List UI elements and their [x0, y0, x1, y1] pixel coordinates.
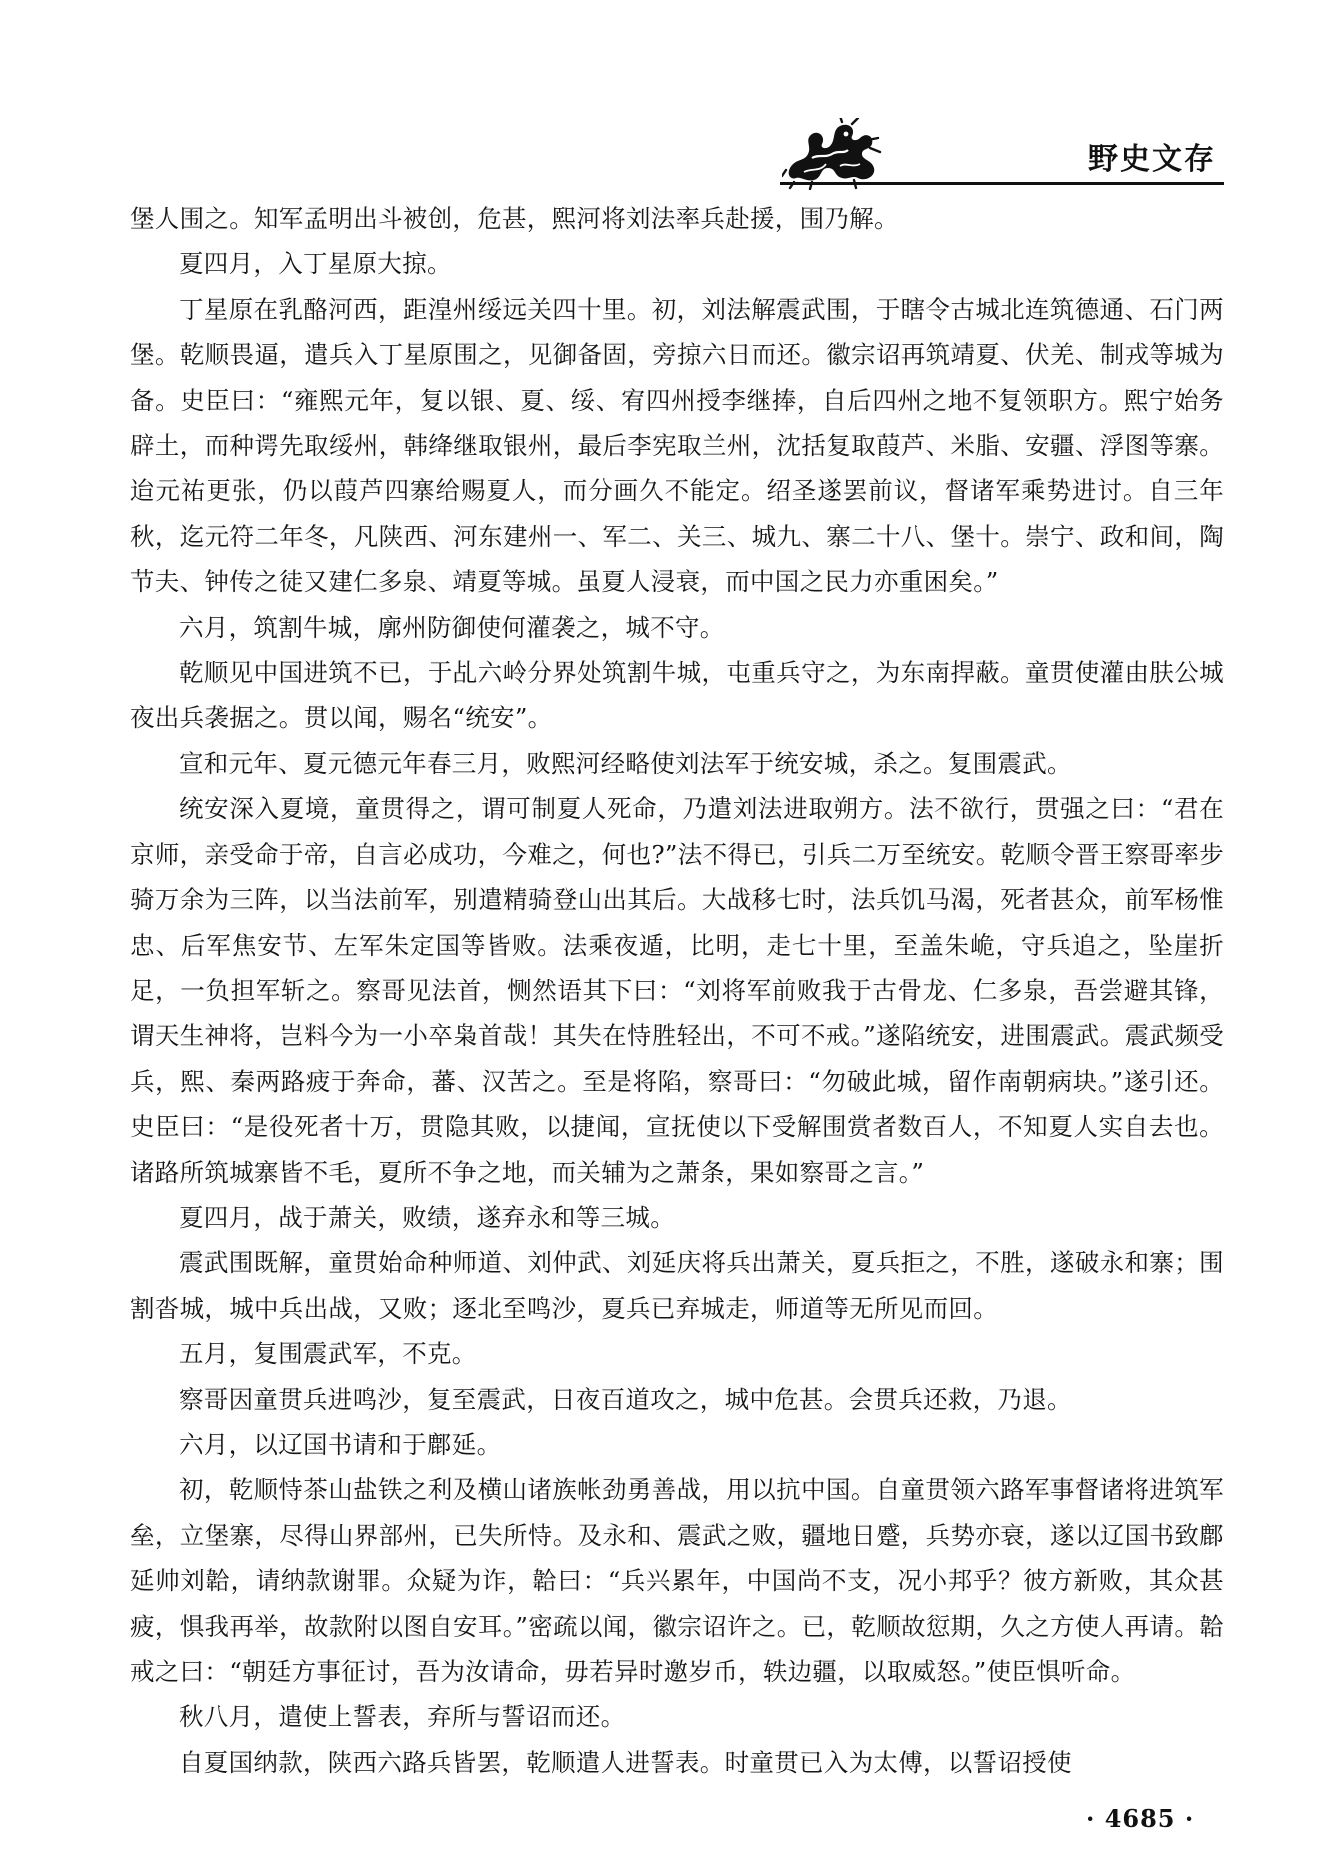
paragraph: 夏四月，入丁星原大掠。	[179, 249, 452, 279]
paragraph: 震武围既解，童贯始命种师道、刘仲武、刘延庆将兵出萧关，夏兵拒之，不胜，遂破永和寨；围割沓城，城中兵出战，又败；逐北至鸣沙，夏兵已弃城走，师道等无所见而回。	[130, 1248, 1224, 1323]
page-number: · 4685 ·	[1086, 1804, 1195, 1833]
paragraph: 统安深入夏境，童贯得之，谓可制夏人死命，乃遣刘法进取朔方。法不欲行，贯强之曰：“君在京师，亲受命于帝，自言必成功，今难之，何也?”法不得已，引兵二万至统安。乾顺令晋王察哥率步骑万余为三阵，以当法前军，别遣精骑登山出其后。大战移七时，法兵饥马渴，死者甚众，前军杨惟忠、后军焦安节、左军朱定国等皆败。法乘夜遁，比明，走七十里，至盖朱峗，守兵追之，坠崖折足，一负担军斩之。察哥见法首，恻然语其下曰：“刘将军前败我于古骨龙、仁多泉，吾尝避其锋，谓天生神将，岂料今为一小卒枭首哉！其失在恃胜轻出，不可不戒。”遂陷统安，进围震武。震武频受兵，熙、秦两路疲于奔命，蕃、汉苦之。至是将陷，察哥曰：“勿破此城，留作南朝病块。”遂引还。史臣曰：“是役死者十万，贯隐其败，以捷闻，宣抚使以下受解围赏者数百人，不知夏人实自去也。诸路所筑城寨皆不毛，夏所不争之地，而关辅为之萧条，果如察哥之言。”	[130, 794, 1224, 1187]
paragraph: 六月，以辽国书请和于鄜延。	[179, 1429, 502, 1459]
paragraph: 自夏国纳款，陕西六路兵皆罢，乾顺遣人进誓表。时童贯已入为太傅，以誓诏授使	[179, 1747, 1072, 1777]
paragraph: 秋八月，遣使上誓表，弃所与誓诏而还。	[179, 1702, 626, 1732]
paragraph: 五月，复围震武军，不克。	[179, 1339, 477, 1369]
page-header	[0, 0, 1322, 190]
paragraph: 初，乾顺恃茶山盐铁之利及横山诸族帐劲勇善战，用以抗中国。自童贯领六路军事督诸将进筑军垒，立堡寨，尽得山界部州，已失所恃。及永和、震武之败，疆地日蹙，兵势亦衰，遂以辽国书致鄜延帅刘韐，请纳款谢罪。众疑为诈，韐曰：“兵兴累年，中国尚不支，况小邦乎？彼方新败，其众甚疲，惧我再举，故款附以图自安耳。”密疏以闻，徽宗诏许之。已，乾顺故愆期，久之方使人再请。韐戒之曰：“朝廷方事征讨，吾为汝请命，毋若异时邀岁币，轶边疆，以取威怒。”使臣惧听命。	[130, 1475, 1224, 1686]
paragraph: 乾顺见中国进筑不已，于乩六岭分界处筑割牛城，屯重兵守之，为东南捍蔽。童贯使灌由肤公城夜出兵袭据之。贯以闻，赐名“统安”。	[130, 658, 1224, 733]
paragraph: 丁星原在乳酪河西，距湟州绥远关四十里。初，刘法解震武围，于瞎令古城北连筑德通、石门两堡。乾顺畏逼，遣兵入丁星原围之，见御备固，旁掠六日而还。徽宗诏再筑靖夏、伏羌、制戎等城为备。史臣曰：“雍熙元年，复以银、夏、绥、宥四州授李继捧，自后四州之地不复领职方。熙宁始务辟土，而种谔先取绥州，韩绛继取银州，最后李宪取兰州，沈括复取葭芦、米脂、安疆、浮图等寨。迨元祐更张，仍以葭芦四寨给赐夏人，而分画久不能定。绍圣遂罢前议，督诸军乘势进讨。自三年秋，迄元符二年冬，凡陕西、河东建州一、军二、关三、城九、寨二十八、堡十。崇宁、政和间，陶节夫、钟传之徒又建仁多泉、靖夏等城。虽夏人浸衰，而中国之民力亦重困矣。”	[130, 294, 1224, 597]
paragraph: 六月，筑割牛城，廓州防御使何灌袭之，城不守。	[179, 612, 725, 642]
series-title: 野史文存	[1088, 142, 1216, 177]
main-text	[130, 196, 1224, 1785]
paragraph: 宣和元年、夏元德元年春三月，败熙河经略使刘法军于统安城，杀之。复围震武。	[179, 748, 1072, 778]
paragraph: 察哥因童贯兵进鸣沙，复至震武，日夜百道攻之，城中危甚。会贯兵还救，乃退。	[179, 1384, 1072, 1414]
paragraph: 堡人围之。知军孟明出斗被创，危甚，熙河将刘法率兵赴援，围乃解。	[130, 204, 899, 233]
dragon-emblem-icon	[782, 118, 882, 190]
header-divider	[780, 182, 1224, 185]
paragraph: 夏四月，战于萧关，败绩，遂弃永和等三城。	[179, 1202, 675, 1232]
